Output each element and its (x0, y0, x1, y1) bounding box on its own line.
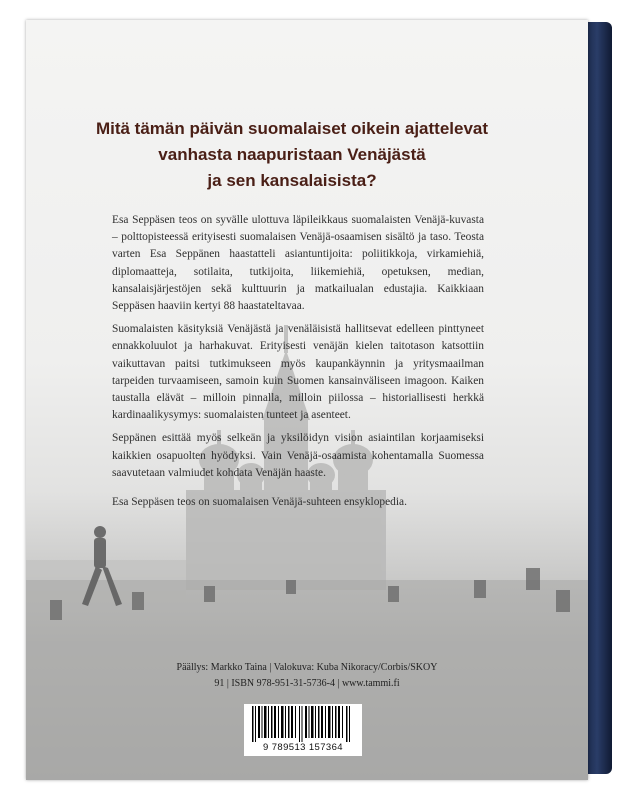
headline-line-2: vanhasta naapuristaan Venäjästä (158, 145, 426, 164)
book-description (112, 212, 484, 517)
barcode (244, 704, 362, 756)
credits (86, 660, 528, 692)
paragraph: Esa Seppäsen teos on syvälle ulottuva läpileikkaus suomalaisten Venäjä-kuvasta – polttopisteessä erityisesti suomalaisen Venäjä-osaamisen sisältö ja taso. Teosta varten Esa Seppänen haastatteli asiantuntijoita: poliitikkoja, virkamiehiä, diplomaatteja, sotilaita, tutkijoita, liikemiehiä, opetuksen, median, kansalaisjärjestöjen sekä kulttuurin ja matkailualan edustajia. Kaikkiaan Seppäsen haaviin kertyi 88 haastateltavaa. (112, 214, 484, 313)
back-cover (26, 20, 588, 780)
paragraph: Esa Seppäsen teos on suomalaisen Venäjä-suhteen ensyklopedia. (112, 496, 407, 509)
credits-line-1: Päällys: Markko Taina | Valokuva: Kuba Nikoracy/Corbis/SKOY (176, 662, 438, 673)
barcode-icon (244, 704, 362, 744)
paragraph: Seppänen esittää myös selkeän ja yksilöidyn vision asiaintilan korjaamiseksi kaikkien osapuolten hyödyksi. Vain Venäjä-osaamista kohentamalla Suomessa saavutetaan valmiudet kohdata Venäjän haaste. (112, 432, 484, 479)
headline (62, 116, 522, 194)
headline-line-3: ja sen kansalaisista? (207, 171, 377, 190)
paragraph: Suomalaisten käsityksiä Venäjästä ja venäläisistä hallitsevat edelleen pinttyneet ennakkoluulot ja harhakuvat. Erityisesti venäjän kielen taitotason katsottiin vaikuttavan paitsi tutkimukseen myös kaupankäynnin ja yritysmaailman tarpeiden turvaamiseen, samoin kuin Suomen kansainväliseen imagoon. Kaiken taustalla elävät – milloin pinnalla, milloin piilossa – historiallisesti herkkä kardinaalikysymys: suomalaisten tunteet ja asenteet. (112, 323, 484, 422)
isbn-barcode-digits: 9 789513 157364 (263, 742, 343, 753)
credits-line-2: 91 | ISBN 978-951-31-5736-4 | www.tammi.fi (214, 678, 400, 689)
headline-line-1: Mitä tämän päivän suomalaiset oikein ajattelevat (95, 119, 489, 138)
